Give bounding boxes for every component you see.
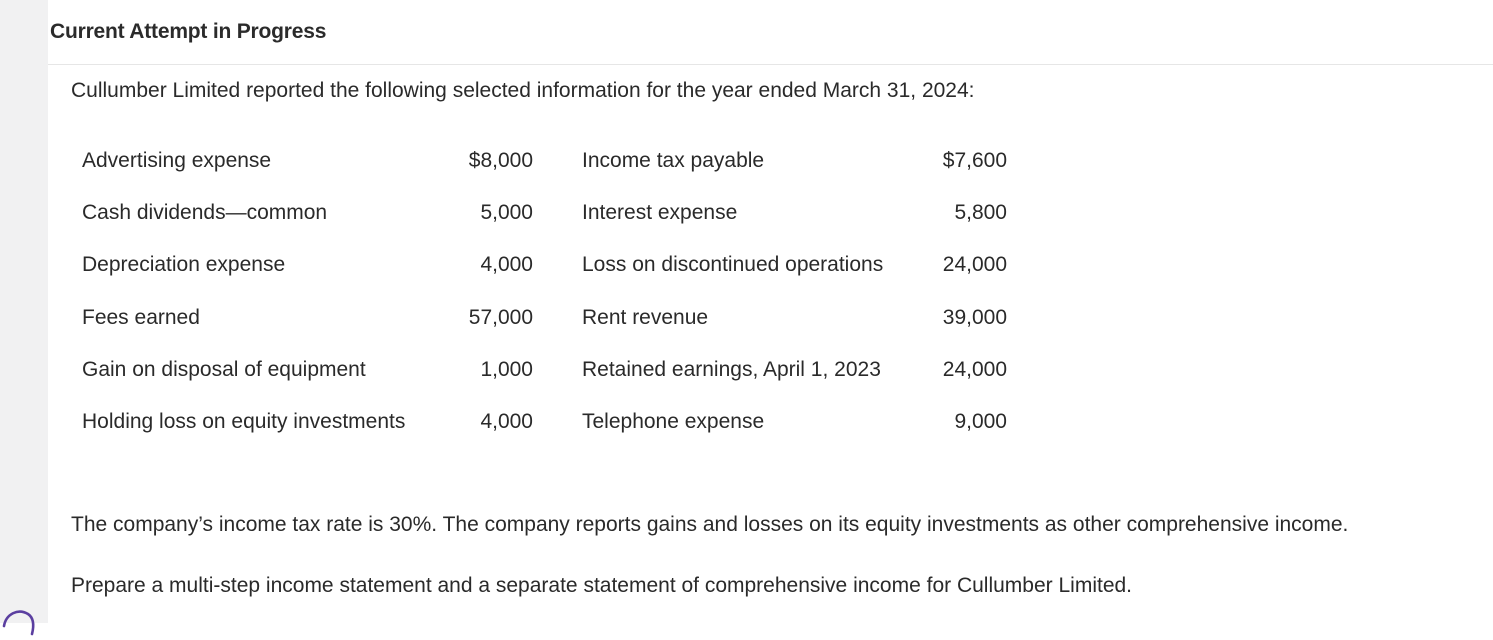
table-row — [82, 241, 1012, 293]
attempt-status-title: Current Attempt in Progress — [50, 20, 327, 43]
financial-data-table — [82, 137, 1012, 450]
problem-intro: Cullumber Limited reported the following selected information for the year ended March 31, 2024: — [71, 79, 975, 102]
left-account-amount: 57,000 — [468, 305, 533, 329]
left-account-label: Gain on disposal of equipment — [82, 357, 366, 381]
right-account-label: Interest expense — [582, 201, 738, 225]
right-account-label: Retained earnings, April 1, 2023 — [582, 357, 881, 381]
table-row — [82, 137, 1012, 189]
partial-circle-icon — [0, 600, 42, 640]
right-account-amount: 24,000 — [942, 253, 1007, 277]
right-account-label: Telephone expense — [582, 409, 765, 433]
left-account-label: Cash dividends—common — [82, 201, 328, 225]
left-account-label: Depreciation expense — [82, 253, 286, 277]
left-account-amount: $8,000 — [468, 149, 533, 172]
right-account-amount: 5,800 — [954, 201, 1007, 225]
table-row — [82, 398, 1012, 450]
table-row — [82, 189, 1012, 241]
right-account-amount: 39,000 — [942, 305, 1007, 329]
left-account-label: Fees earned — [82, 305, 200, 329]
task-instruction: Prepare a multi-step income statement and a separate statement of comprehensive income for Cullumber Limited. — [71, 574, 1133, 597]
left-account-amount: 5,000 — [480, 201, 533, 225]
left-account-label: Holding loss on equity investments — [82, 409, 406, 433]
right-account-amount: 24,000 — [942, 357, 1007, 381]
left-account-amount: 4,000 — [480, 409, 533, 433]
right-account-amount: 9,000 — [954, 409, 1007, 433]
table-row — [82, 346, 1012, 398]
left-side-strip — [0, 0, 48, 623]
table-row — [82, 294, 1012, 346]
left-account-amount: 4,000 — [480, 253, 533, 277]
right-account-amount: $7,600 — [942, 149, 1007, 172]
right-account-label: Loss on discontinued operations — [582, 253, 884, 277]
left-account-label: Advertising expense — [82, 149, 272, 172]
right-account-label: Income tax payable — [582, 149, 765, 172]
header-divider — [48, 64, 1493, 65]
left-account-amount: 1,000 — [480, 357, 533, 381]
right-account-label: Rent revenue — [582, 305, 709, 329]
tax-rate-note: The company’s income tax rate is 30%. The company reports gains and losses on its equity investments as other comprehensive income. — [71, 513, 1349, 536]
